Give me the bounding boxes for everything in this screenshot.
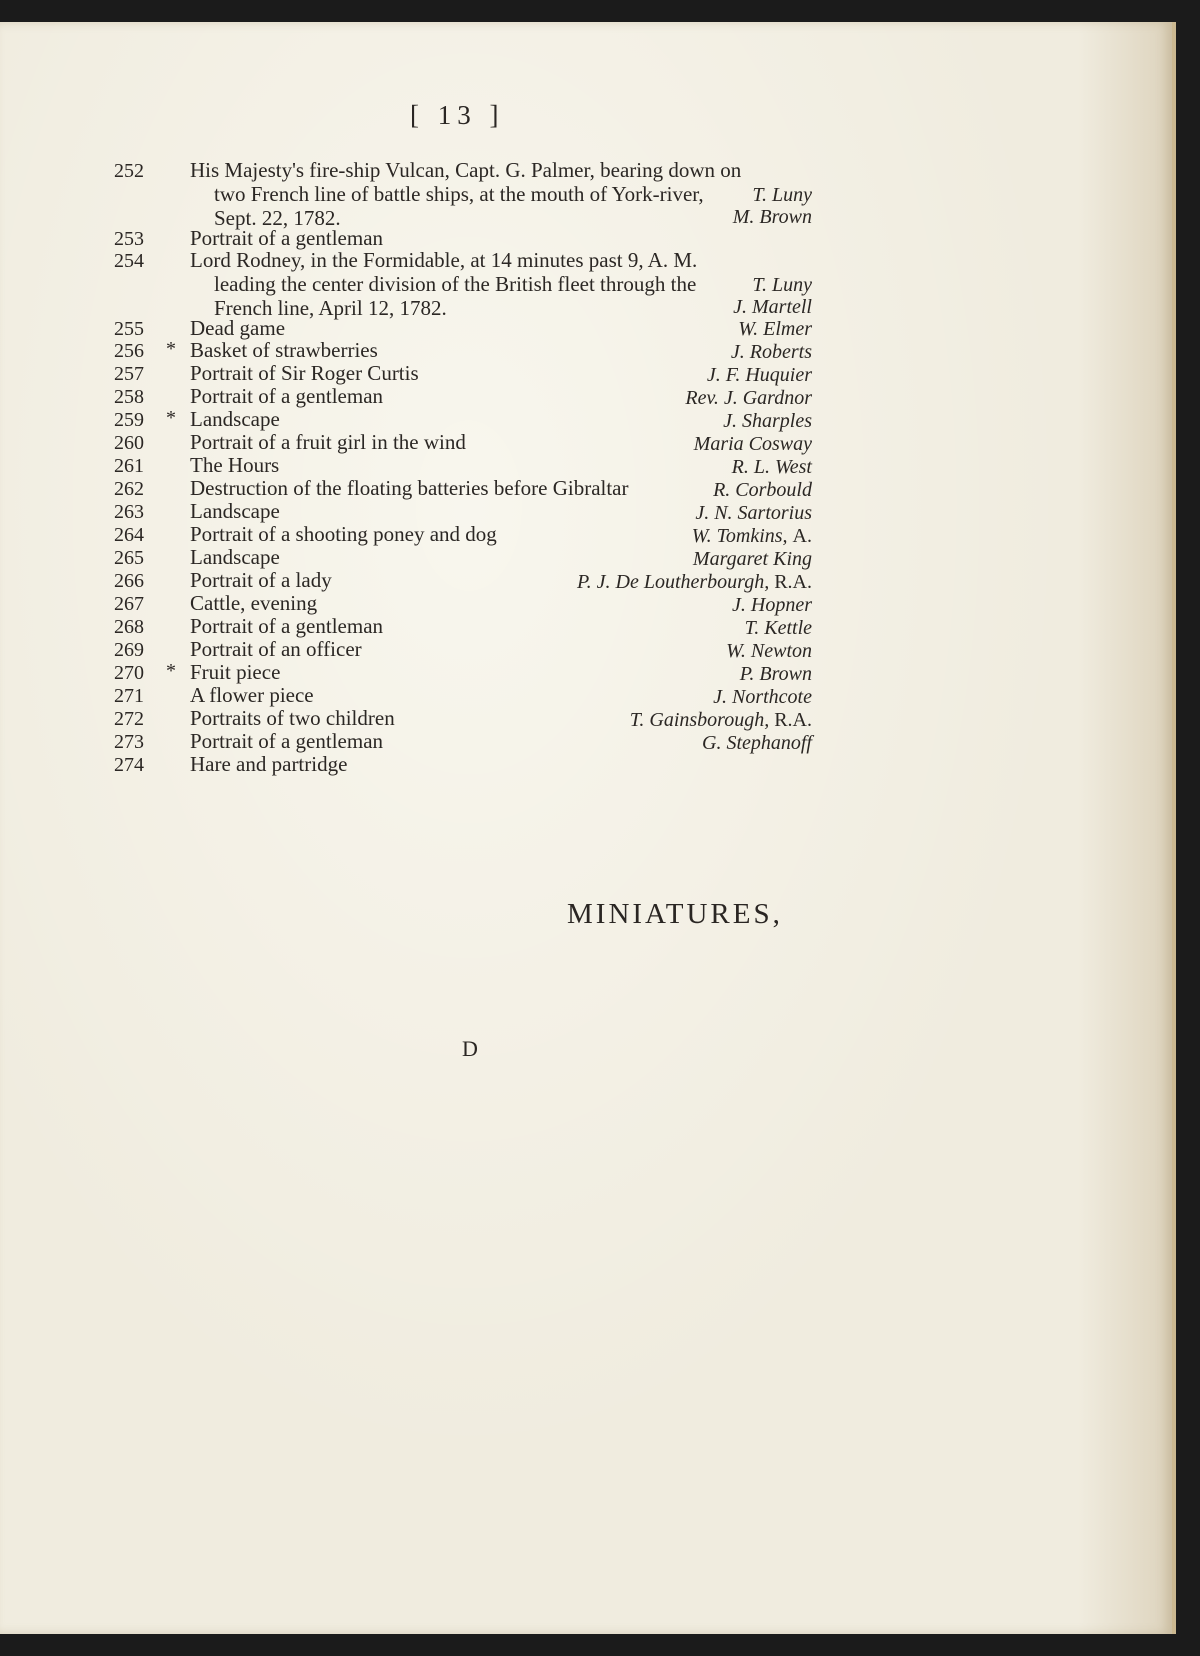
entry-title — [190, 226, 383, 250]
entry-artist-name: T. Luny — [752, 184, 812, 206]
entry-title — [190, 430, 466, 454]
entry-artist — [713, 479, 812, 502]
entry-artist-name: Margaret King — [692, 548, 812, 570]
entry-title — [190, 545, 280, 569]
entry-artist — [732, 594, 812, 617]
entry-title-line: Portrait of a gentleman — [190, 384, 384, 408]
entry-number: 261 — [114, 455, 144, 477]
entry-title-line: Landscape — [190, 499, 280, 523]
entry-artist-name: T. Kettle — [744, 617, 812, 639]
entry-star-mark: * — [166, 338, 176, 360]
entry-title — [190, 476, 629, 500]
entry-number: 260 — [114, 432, 144, 454]
entry-artist — [707, 364, 812, 387]
entry-title — [190, 591, 317, 615]
entry-title-line: Cattle, evening — [190, 591, 318, 615]
entry-title — [190, 752, 347, 776]
entry-artist-name: W. Newton — [726, 640, 812, 662]
entry-number: 256 — [114, 340, 144, 362]
entry-artist — [723, 410, 812, 433]
entry-title-line: French line, April 12, 1782. — [214, 296, 447, 320]
entry-title-line: Destruction of the floating batteries before Gibraltar — [190, 476, 629, 500]
entry-title-line: Portrait of a lady — [190, 568, 332, 592]
entry-number: 269 — [114, 639, 144, 661]
entry-artist-suffix: R.A. — [774, 571, 812, 593]
entry-artist — [740, 663, 812, 686]
entry-artist-name: P. Brown — [739, 663, 812, 685]
signature-mark: D — [462, 1036, 478, 1061]
entry-title — [190, 660, 280, 684]
entry-title-line: Portrait of a gentleman — [190, 226, 384, 250]
entry-artist-name: J. Hopner — [732, 594, 812, 616]
entry-artist — [733, 206, 812, 229]
entry-number: 257 — [114, 363, 144, 385]
entry-artist — [745, 617, 812, 640]
entry-title — [190, 637, 362, 661]
entry-artist — [702, 732, 812, 755]
entry-artist — [733, 296, 812, 319]
entry-title-line: Portrait of a shooting poney and dog — [190, 522, 497, 546]
entry-artist-name: J. Roberts — [730, 341, 812, 363]
entry-artist-name: R. L. West — [731, 456, 812, 478]
entry-title-line: Sept. 22, 1782. — [214, 206, 341, 230]
entry-title — [190, 453, 279, 477]
entry-number: 264 — [114, 524, 144, 546]
entry-artist — [726, 640, 812, 663]
entry-artist-name: J. N. Sartorius — [695, 502, 812, 524]
entry-title-line: Portrait of an officer — [190, 637, 362, 661]
entry-title-line: His Majesty's fire-ship Vulcan, Capt. G. Palmer, bearing down on — [190, 158, 742, 182]
entry-title — [190, 338, 378, 362]
entry-number: 272 — [114, 708, 144, 730]
entry-number: 252 — [114, 160, 144, 182]
entry-star-mark: * — [166, 660, 176, 682]
entry-title-line: Basket of strawberries — [190, 338, 378, 362]
entry-artist — [577, 571, 812, 594]
entry-artist — [695, 502, 812, 525]
entry-artist-name: M. Brown — [732, 206, 812, 228]
entry-artist-suffix: R.A. — [774, 709, 812, 731]
entry-title — [190, 499, 280, 523]
entry-star-mark: * — [166, 407, 176, 429]
entry-title-line: two French line of battle ships, at the mouth of York-river, — [214, 182, 704, 206]
entry-number: 265 — [114, 547, 144, 569]
entry-number: 262 — [114, 478, 144, 500]
entry-title-line: Lord Rodney, in the Formidable, at 14 minutes past 9, A. M. — [190, 248, 698, 272]
entry-number: 271 — [114, 685, 144, 707]
entry-artist-name: Maria Cosway — [693, 433, 812, 455]
entry-title — [190, 361, 419, 385]
entry-number: 268 — [114, 616, 144, 638]
entry-title — [190, 706, 395, 730]
entry-number: 267 — [114, 593, 144, 615]
catalogue-page — [0, 22, 1176, 1634]
entry-number: 263 — [114, 501, 144, 523]
entry-artist-name: R. Corbould — [713, 479, 812, 501]
entry-artist — [752, 274, 812, 297]
entry-title — [190, 158, 741, 230]
entry-title — [190, 614, 383, 638]
entry-title — [190, 729, 383, 753]
entry-title-line: Fruit piece — [190, 660, 281, 684]
entry-number: 259 — [114, 409, 144, 431]
entry-title — [190, 248, 697, 320]
section-heading: MINIATURES, — [567, 898, 783, 930]
entry-title-line: Portraits of two children — [190, 706, 395, 730]
entry-artist-name: J. Northcote — [713, 686, 812, 708]
entry-number: 253 — [114, 228, 144, 250]
entry-artist-name: W. Elmer — [738, 318, 812, 340]
entry-title — [190, 316, 285, 340]
page-number: [ 13 ] — [410, 100, 505, 130]
entry-title-line: Dead game — [190, 316, 286, 340]
entry-title — [190, 568, 332, 592]
entry-number: 254 — [114, 250, 144, 272]
entry-title-line: Portrait of Sir Roger Curtis — [190, 361, 419, 385]
entry-artist — [752, 184, 812, 207]
entry-artist-name: J. F. Huquier — [706, 364, 812, 386]
entry-artist-name: P. J. De Loutherbourgh, — [576, 571, 770, 593]
entry-artist — [732, 456, 812, 479]
entry-artist-suffix: A. — [792, 525, 812, 547]
entry-artist — [713, 686, 812, 709]
entry-title-line: The Hours — [190, 453, 280, 477]
entry-title-line: A flower piece — [190, 683, 314, 707]
entry-number: 274 — [114, 754, 144, 776]
entry-title-line: Hare and partridge — [190, 752, 348, 776]
entry-artist — [694, 433, 812, 456]
entry-number: 258 — [114, 386, 144, 408]
entry-artist — [685, 387, 812, 410]
entry-artist-name: Rev. J. Gardnor — [685, 387, 812, 409]
entry-artist — [693, 548, 812, 571]
entry-artist — [630, 709, 812, 732]
entry-artist — [692, 525, 812, 548]
entry-number: 266 — [114, 570, 144, 592]
entry-title-line: Portrait of a fruit girl in the wind — [190, 430, 466, 454]
entry-artist-name: T. Gainsborough, — [629, 709, 770, 731]
entry-title — [190, 384, 383, 408]
entry-title — [190, 683, 314, 707]
entry-artist-name: T. Luny — [752, 274, 812, 296]
entry-artist-name: J. Martell — [733, 296, 812, 318]
entry-title-line: Landscape — [190, 545, 280, 569]
entry-artist — [738, 318, 812, 341]
entry-title-line: Landscape — [190, 407, 280, 431]
entry-title — [190, 407, 280, 431]
entry-artist-name: G. Stephanoff — [702, 732, 812, 754]
entry-title-line: Portrait of a gentleman — [190, 614, 384, 638]
entry-artist — [731, 341, 812, 364]
entry-number: 255 — [114, 318, 144, 340]
entry-title-line: Portrait of a gentleman — [190, 729, 384, 753]
entry-title — [190, 522, 497, 546]
entry-number: 270 — [114, 662, 144, 684]
entry-artist-name: J. Sharples — [723, 410, 812, 432]
entry-number: 273 — [114, 731, 144, 753]
entry-artist-name: W. Tomkins, — [691, 525, 788, 547]
entry-title-line: leading the center division of the British fleet through the — [214, 272, 697, 296]
